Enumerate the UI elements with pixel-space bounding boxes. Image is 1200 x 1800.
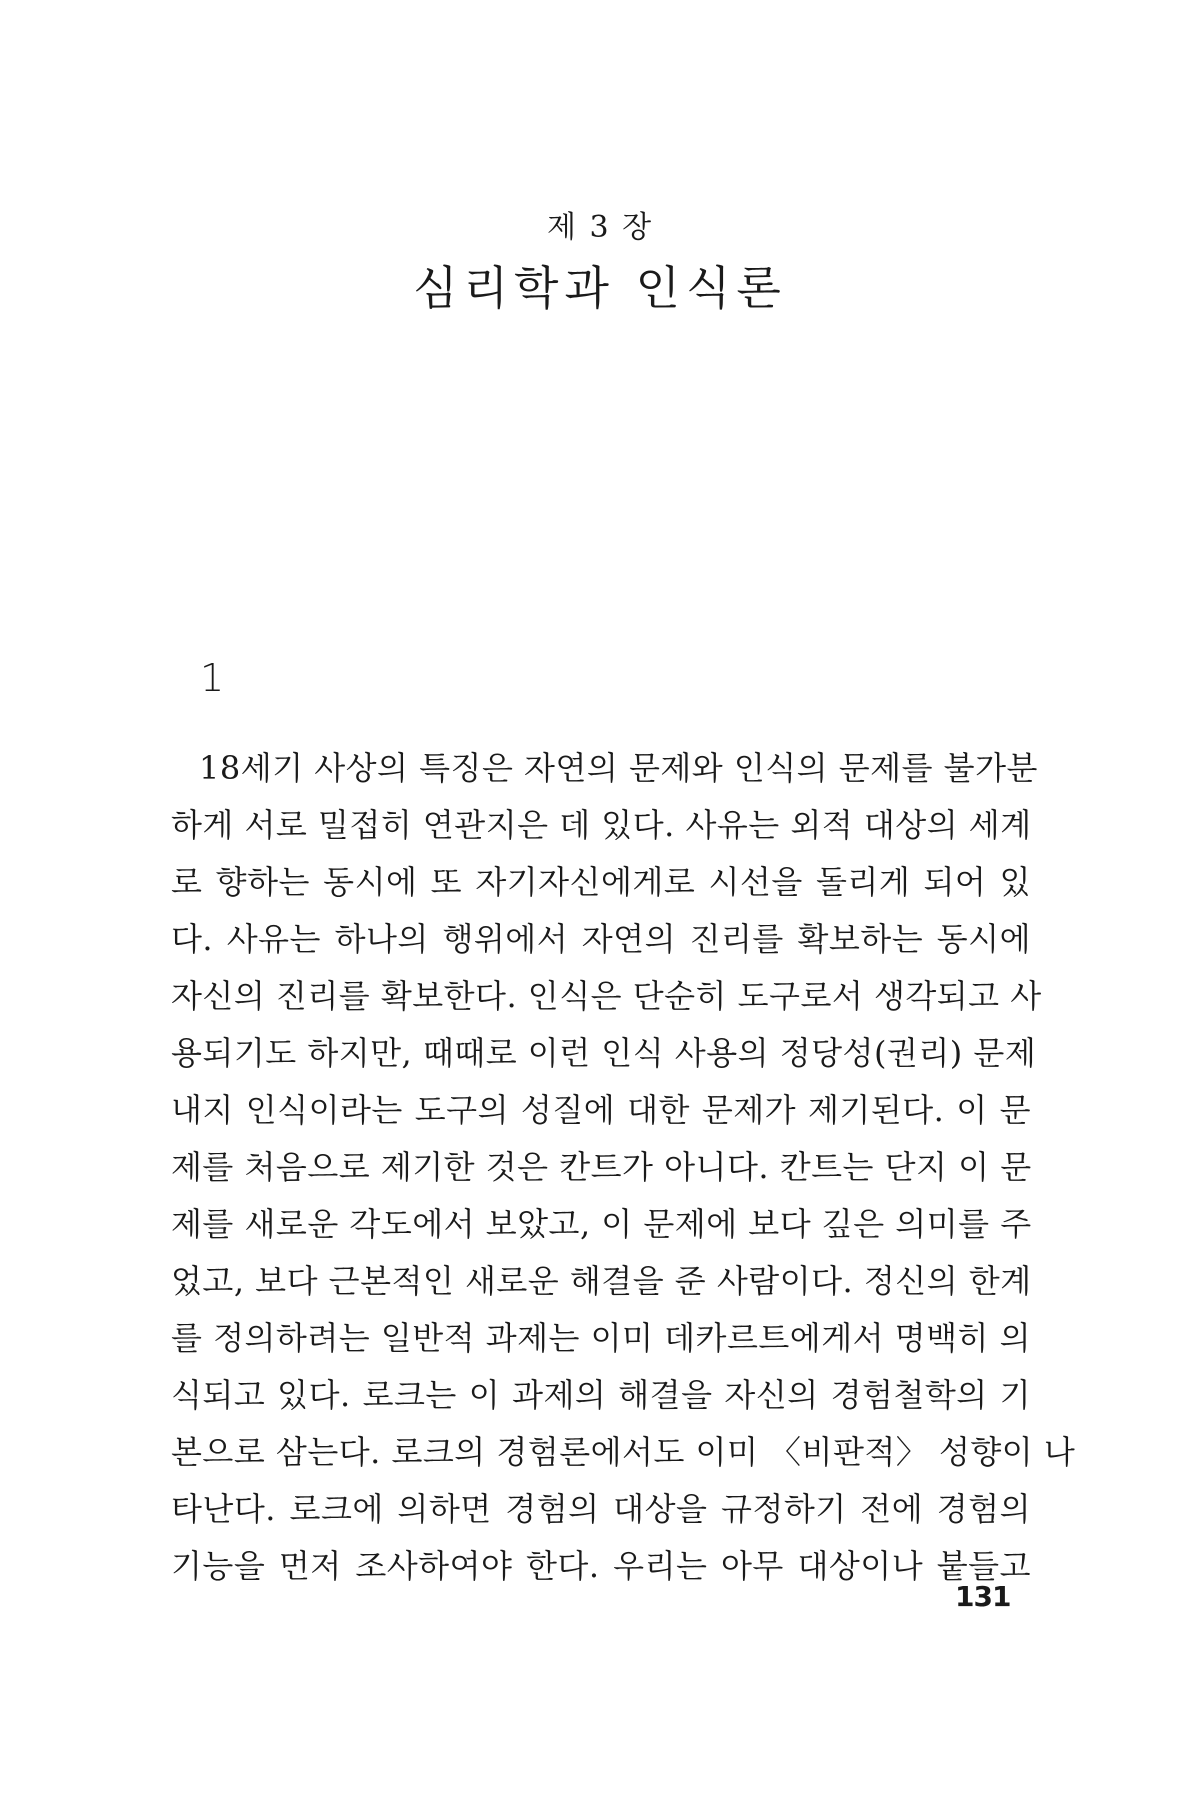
- body-line: 기능을 먼저 조사하여야 한다. 우리는 아무 대상이나 붙들고: [171, 1547, 1031, 1585]
- body-line: 내지 인식이라는 도구의 성질에 대한 문제가 제기된다. 이 문: [171, 1091, 1031, 1129]
- page-number: 131: [955, 1580, 1011, 1613]
- body-line: 18세기 사상의 특징은 자연의 문제와 인식의 문제를 불가분: [199, 749, 1038, 787]
- body-paragraph: [171, 740, 1076, 1595]
- chapter-label: 제 3 장: [546, 210, 654, 245]
- body-line: 제를 새로운 각도에서 보았고, 이 문제에 보다 깊은 의미를 주: [171, 1205, 1032, 1243]
- body-line: 었고, 보다 근본적인 새로운 해결을 준 사람이다. 정신의 한계: [171, 1262, 1032, 1300]
- body-line: 로 향하는 동시에 또 자기자신에게로 시선을 돌리게 되어 있: [171, 863, 1031, 901]
- body-line: 식되고 있다. 로크는 이 과제의 해결을 자신의 경험철학의 기: [171, 1376, 1031, 1414]
- body-line: 다. 사유는 하나의 행위에서 자연의 진리를 확보하는 동시에: [171, 920, 1031, 958]
- section-number: 1: [200, 656, 225, 700]
- chapter-title: 심리학과 인식론: [413, 261, 787, 315]
- body-line: 본으로 삼는다. 로크의 경험론에서도 이미 〈비판적〉 성향이 나: [171, 1433, 1076, 1471]
- body-line: 자신의 진리를 확보한다. 인식은 단순히 도구로서 생각되고 사: [171, 977, 1042, 1015]
- body-line: 하게 서로 밀접히 연관지은 데 있다. 사유는 외적 대상의 세계: [171, 806, 1032, 844]
- body-line: 를 정의하려는 일반적 과제는 이미 데카르트에게서 명백히 의: [171, 1319, 1032, 1357]
- body-line: 제를 처음으로 제기한 것은 칸트가 아니다. 칸트는 단지 이 문: [171, 1148, 1032, 1186]
- body-line: 용되기도 하지만, 때때로 이런 인식 사용의 정당성(권리) 문제: [171, 1034, 1037, 1072]
- body-line: 타난다. 로크에 의하면 경험의 대상을 규정하기 전에 경험의: [171, 1490, 1031, 1528]
